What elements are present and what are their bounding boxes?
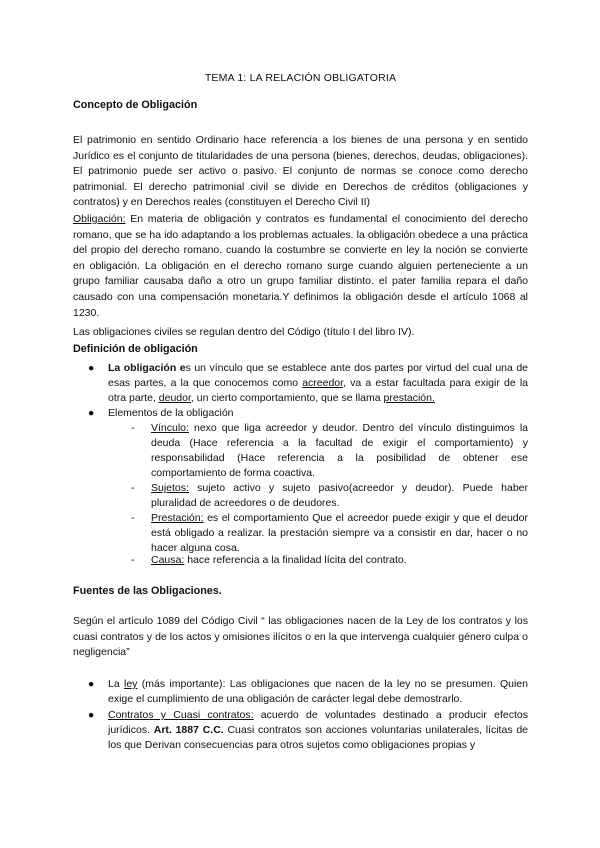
obligacion-label: Obligación: bbox=[73, 213, 126, 225]
dash-icon: - bbox=[131, 422, 135, 434]
bullet-elementos bbox=[88, 406, 528, 421]
bullet-dot-icon: ● bbox=[88, 362, 95, 374]
bullet-definicion bbox=[88, 361, 528, 406]
dash-icon: - bbox=[131, 512, 135, 524]
bullet-text: La obligación es un vínculo que se establece ante dos partes por virtud del cual una de esas partes, a la que conocemos como acreedor, va a estar facultada para exigir de la otra parte, deudor, un cierto comportamiento, que se llama prestación. bbox=[108, 362, 529, 404]
bullet-ley: ● La ley (más importante): Las obligaciones que nacen de la ley no se presumen. Quien exige el cumplimiento de una obligación de carácter legal debe demostrarlo. bbox=[88, 678, 528, 705]
dash-icon: - bbox=[131, 554, 135, 566]
paragraph-patrimonio: El patrimonio en sentido Ordinario hace referencia a los bienes de una persona y en sentido Jurídico es el conjunto de titularidades de una persona (bienes, derechos, deudas, obligaciones). El patrimonio puede ser activo o pasivo. El conjunto de normas se conoce como derecho patrimonial. El derecho patrimonial civil se divide en Derechos de créditos (obligaciones y contratos) y en Derechos reales (constituyen el Derecho Civil II) bbox=[73, 134, 528, 209]
paragraph-articulo-1089: Según el artículo 1089 del Código Civil “ las obligaciones nacen de la Ley de los contratos y los cuasi contratos y de los actos y omisiones ilícitos o en la que intervenga cualquier género culpa o negligencia” bbox=[73, 615, 528, 659]
obligacion-text: En materia de obligación y contratos es fundamental el conocimiento del derecho romano, que se ha ido adaptando a los problemas actuales. la obligación obedece a una práctica del propio del derecho romano. cuando la costumbre se convierte en ley la noción se convierte en obligación. La obligación en el derecho romano surge cuando alguien perteneciente a un grupo familiar causaba daño a otro un grupo familiar distinto. el pater familia repara el daño causado con una compensación monetaria.Y definimos la obligación desde el artículo 1068 al 1230. bbox=[73, 213, 528, 319]
heading-concepto: Concepto de Obligación bbox=[73, 99, 198, 111]
bullet-dot-icon: ● bbox=[88, 407, 95, 419]
paragraph-codigo: Las obligaciones civiles se regulan dentro del Código (título I del libro IV). bbox=[73, 326, 415, 338]
bullet-text: Elementos de la obligación bbox=[108, 407, 234, 419]
document-title: TEMA 1: LA RELACIÓN OBLIGATORIA bbox=[204, 72, 397, 84]
bullet-contratos: ● Contratos y Cuasi contratos: acuerdo de voluntades destinado a producir efectos jurídicos. Art. 1887 C.C. Cuasi contratos son acciones voluntarias unilaterales, lícitas de los que Derivan consecuencias para otros sujetos como obligaciones propias y bbox=[88, 709, 528, 751]
heading-fuentes: Fuentes de las Obligaciones. bbox=[73, 585, 222, 597]
sub-item-causa: - Causa: hace referencia a la finalidad lícita del contrato. bbox=[131, 554, 407, 566]
sub-item-vinculo: - Vínculo: nexo que liga acreedor y deudor. Dentro del vínculo distinguimos la deuda (Hace referencia a la facultad de exigir el comportamiento) y responsabilidad (Hace referencia a la posibilidad de obtener ese comportamiento de forma coactiva. bbox=[131, 422, 528, 479]
bullet-dot-icon: ● bbox=[88, 678, 95, 690]
paragraph-obligacion bbox=[73, 212, 528, 321]
bullet-dot-icon: ● bbox=[88, 709, 95, 721]
sub-item-sujetos: - Sujetos: sujeto activo y sujeto pasivo(acreedor y deudor). Puede haber pluralidad de acreedores o de deudores. bbox=[131, 482, 528, 509]
heading-definicion: Definición de obligación bbox=[73, 343, 198, 355]
dash-icon: - bbox=[131, 482, 135, 494]
sub-item-prestacion: - Prestación: es el comportamiento Que el acreedor puede exigir y que el deudor está obligado a realizar. la prestación siempre va a consistir en dar, hacer o no hacer alguna cosa. bbox=[131, 512, 528, 554]
